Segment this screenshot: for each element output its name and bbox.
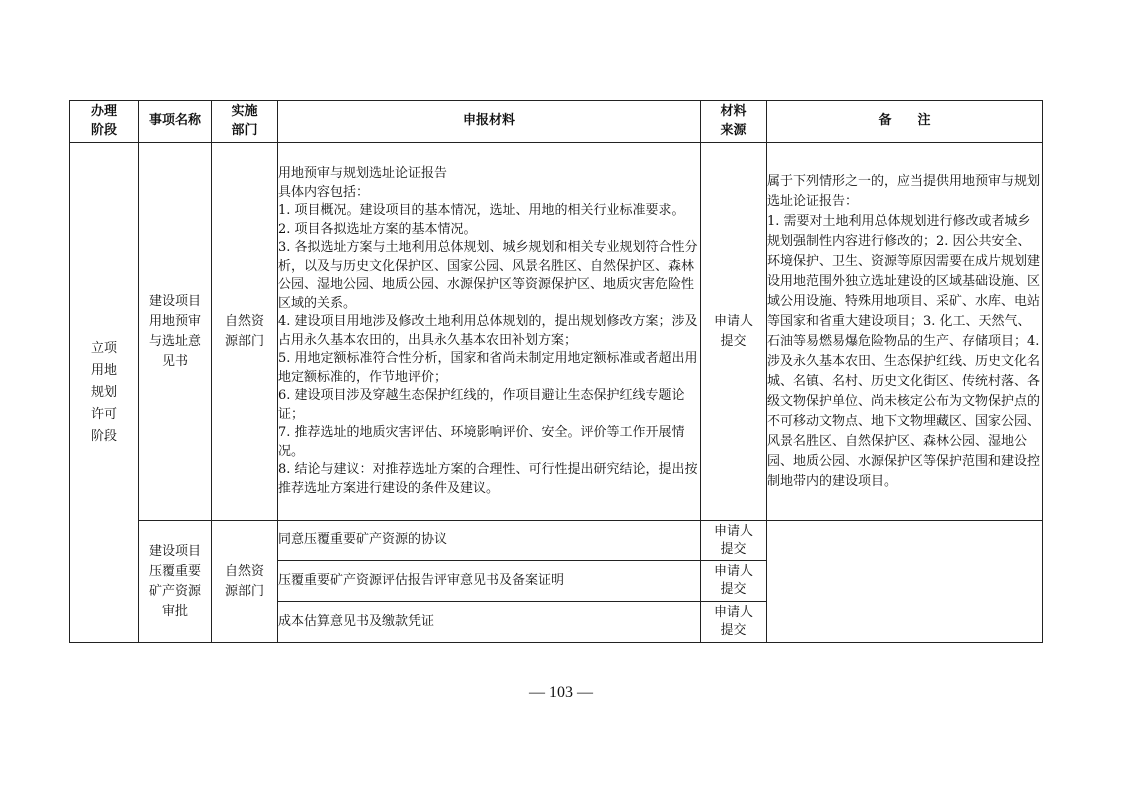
material-line: 4. 建设项目用地涉及修改土地利用总体规划的，提出规划修改方案；涉及占用永久基本农田的，出具永久基本农田补划方案；: [278, 314, 698, 348]
department-cell: 自然资 源部门: [212, 143, 278, 521]
remarks-cell: [767, 521, 1043, 643]
source-cell: 申请人 提交: [701, 602, 767, 643]
item-name-cell: 建设项目 压覆重要 矿产资源 审批: [139, 521, 212, 643]
header-department: 实施 部门: [212, 101, 278, 143]
material-line: 7. 推荐选址的地质灾害评估、环境影响评价、安全。评价等工作开展情况。: [278, 425, 685, 459]
page-number: — 103 —: [529, 684, 593, 701]
material-line: 3. 各拟选址方案与土地利用总体规划、城乡规划和相关专业规划符合性分析，以及与历史文化保护区、国家公园、风景名胜区、自然保护区、森林公园、湿地公园、地质公园、水源保护区等资源保护区、地质灾害危险性区域的关系。: [278, 240, 698, 311]
material-line: 1. 项目概况。建设项目的基本情况，选址、用地的相关行业标准要求。: [278, 203, 685, 218]
material-line: 6. 建设项目涉及穿越生态保护红线的，作项目避让生态保护红线专题论证；: [278, 388, 685, 422]
header-remarks: 备 注: [767, 101, 1043, 143]
header-item-name: 事项名称: [139, 101, 212, 143]
source-cell: 申请人 提交: [701, 143, 767, 521]
materials-cell: 成本估算意见书及缴款凭证: [278, 602, 701, 643]
department-cell: 自然资 源部门: [212, 521, 278, 643]
header-row: [70, 101, 1043, 143]
stage-cell: 立项 用地 规划 许可 阶段: [70, 143, 139, 643]
material-line: 5. 用地定额标准符合性分析，国家和省尚未制定用地定额标准或者超出用地定额标准的，作节地评价；: [278, 351, 698, 385]
material-line: 用地预审与规划选址论证报告: [278, 166, 448, 181]
approval-table: [69, 100, 1043, 643]
remarks-cell: 属于下列情形之一的，应当提供用地预审与规划选址论证报告： 1. 需要对土地利用总体规划进行修改或者城乡规划强制性内容进行修改的；2. 因公共安全、环境保护、卫生、资源等原因需要在成片规划建设用地范围外独立选址建设的区域基础设施、区域公用设施、特殊用地项目、采矿、水库、电站等国家和省重大建设项目；3. 化工、天然气、石油等易燃易爆危险物品的生产、存储项目；4. 涉及永久基本农田、生态保护红线、历史文化名城、名镇、名村、历史文化街区、传统村落、各级文物保护单位、尚未核定公布为文物保护点的不可移动文物点、地下文物埋藏区、国家公园、风景名胜区、自然保护区、森林公园、湿地公园、地质公园、水源保护区等保护范围和建设控制地带内的建设项目。: [767, 143, 1043, 521]
materials-cell: 同意压覆重要矿产资源的协议: [278, 521, 701, 561]
header-source: 材料 来源: [701, 101, 767, 143]
header-stage: 办理 阶段: [70, 101, 139, 143]
table-row: [70, 143, 1043, 521]
material-line: 具体内容包括：: [278, 184, 370, 200]
material-line: 8. 结论与建议：对推荐选址方案的合理性、可行性提出研究结论，提出按推荐选址方案进行建设的条件及建议。: [278, 462, 698, 496]
source-cell: 申请人 提交: [701, 521, 767, 561]
materials-cell: 压覆重要矿产资源评估报告评审意见书及备案证明: [278, 561, 701, 602]
item-name-cell: 建设项目 用地预审 与选址意 见书: [139, 143, 212, 521]
table-row: [70, 521, 1043, 561]
source-cell: 申请人 提交: [701, 561, 767, 602]
material-line: 2. 项目各拟选址方案的基本情况。: [278, 221, 477, 237]
header-materials: 申报材料: [278, 101, 701, 143]
materials-cell: [278, 143, 701, 521]
